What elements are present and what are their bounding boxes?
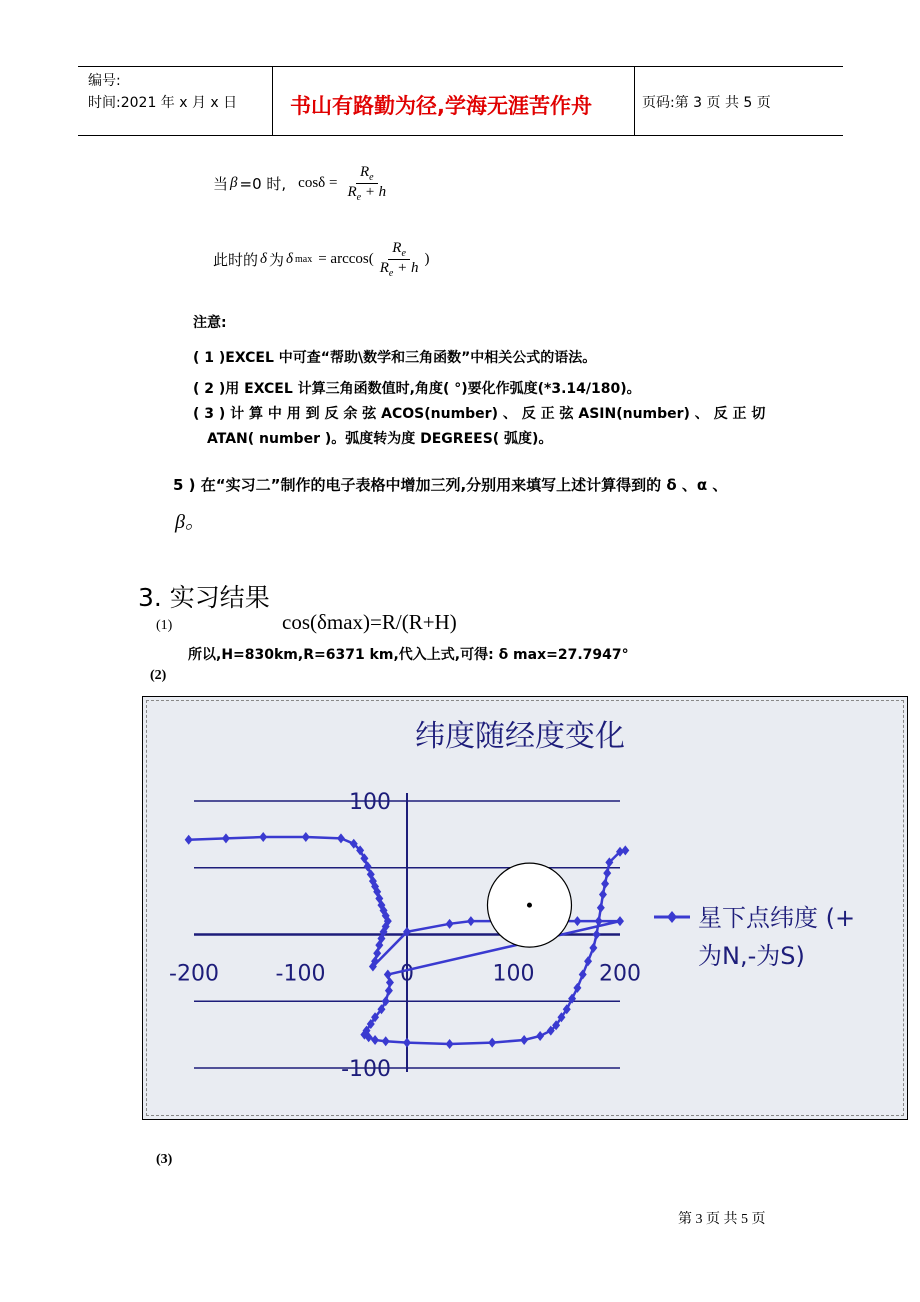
header-motto: 书山有路勤为径,学海无涯苦作舟 (290, 94, 592, 118)
series-point-31 (616, 916, 624, 926)
series-point-60 (597, 903, 605, 913)
formula1-beta: β (230, 175, 238, 191)
notes-item-1: ( 1 )EXCEL 中可查“帮助\数学和三角函数”中相关公式的语法。 (193, 350, 597, 366)
result-3-label: (3) (156, 1152, 173, 1167)
formula1-num: R (360, 164, 370, 180)
formula2-eq: = arccos( (318, 251, 374, 267)
y-tick-label-0: 100 (349, 790, 391, 815)
notes-title: 注意: (193, 315, 227, 331)
header-page-label: 页码:第 3 页 共 5 页 (642, 95, 771, 111)
formula1-den-rest: + h (364, 184, 387, 200)
series-point-47 (520, 1035, 528, 1045)
x-tick-label-4: 200 (599, 961, 641, 987)
formula2-den: R (379, 260, 389, 276)
header-time-label: 时间:2021 年 x 月 x 日 (88, 95, 238, 111)
series-point-45 (446, 1039, 454, 1049)
result-1-formula: cos(δmax)=R/(R+H) (282, 610, 457, 634)
series-point-34 (385, 986, 393, 996)
formula-cos-delta (213, 164, 390, 203)
formula1-den: R (347, 184, 357, 200)
formula1-cond: =0 时, (239, 175, 287, 193)
formula2-num: R (392, 240, 402, 256)
result-1-label: (1) (156, 618, 173, 633)
section-title: 3. 实习结果 (138, 583, 270, 612)
series-point-44 (403, 1038, 411, 1048)
x-tick-label-3: 100 (492, 961, 535, 987)
header-divider-1 (272, 66, 273, 135)
chart-legend (654, 904, 855, 970)
formula2-mid: 为 (269, 251, 285, 269)
series-point-58 (593, 930, 601, 940)
y-tick-label-1: -100 (341, 1057, 391, 1082)
result-1-value: 所以,H=830km,R=6371 km,代入上式,可得: δ max=27.7947° (188, 647, 629, 663)
formula2-num-sub: e (401, 248, 406, 259)
formula2-fraction (376, 240, 423, 279)
x-tick-label-2: 0 (400, 961, 414, 987)
series-point-27 (467, 916, 475, 926)
series-point-26 (446, 919, 454, 929)
result-2-label: (2) (150, 668, 167, 683)
series-point-42 (371, 1035, 379, 1045)
latitude-chart (142, 696, 906, 1118)
series-point-62 (601, 879, 609, 889)
formula-delta-max (213, 240, 429, 279)
header-top-rule (78, 66, 843, 67)
series-point-33 (386, 978, 394, 988)
legend-label-line-1: 星下点纬度 (+ (698, 904, 856, 932)
series-point-48 (536, 1031, 544, 1041)
series-point-0 (185, 835, 193, 845)
series-point-22 (373, 948, 381, 958)
formula2-dmax-sub: max (295, 254, 313, 265)
header-divider-2 (634, 66, 635, 135)
formula2-den-rest: + h (397, 260, 419, 276)
legend-label-line-2: 为N,-为S) (698, 942, 805, 970)
series-point-8 (364, 861, 372, 871)
step5-line-2: β。 (175, 511, 205, 533)
series-point-30 (573, 916, 581, 926)
x-tick-label-0: -200 (169, 961, 219, 987)
chart-x-ticks (169, 962, 641, 987)
series-point-3 (302, 832, 310, 842)
series-point-32 (384, 970, 392, 980)
formula2-delta: δ (260, 251, 267, 267)
series-point-55 (579, 970, 587, 980)
notes-item-3a: ( 3 ) 计 算 中 用 到 反 余 弦 ACOS(number) 、 反 正 弦 ASIN(number) 、 反 正 切 (193, 406, 766, 422)
series-point-66 (621, 845, 629, 855)
notes-item-3b: ATAN( number )。弧度转为度 DEGREES( 弧度)。 (207, 431, 553, 447)
chart-circle-marker (487, 863, 571, 947)
notes-item-2: ( 2 )用 EXCEL 计算三角函数值时,角度( °)要化作弧度(*3.14/180)。 (193, 381, 641, 397)
footer-page-label: 第 3 页 共 5 页 (678, 1212, 766, 1227)
series-point-43 (382, 1036, 390, 1046)
chart-title: 纬度随经度变化 (415, 719, 625, 754)
formula2-close: ) (424, 251, 430, 267)
formula1-fraction (343, 164, 390, 203)
footprint-center-dot (527, 903, 532, 908)
x-tick-label-1: -100 (275, 961, 326, 987)
formula1-lhs: cosδ = (298, 175, 338, 191)
series-point-4 (337, 833, 345, 843)
series-point-57 (589, 943, 597, 953)
series-point-46 (488, 1038, 496, 1048)
formula1-den-sub: e (356, 192, 362, 203)
header-number-label: 编号: (88, 73, 121, 89)
series-point-1 (222, 833, 230, 843)
step5-line-1: 5 ) 在“实习二”制作的电子表格中增加三列,分别用来填写上述计算得到的 δ 、α 、 (173, 476, 728, 494)
formula2-prefix: 此时的 (213, 251, 259, 269)
legend-marker (667, 911, 677, 923)
series-point-56 (584, 956, 592, 966)
formula1-prefix: 当 (213, 175, 229, 193)
header-bottom-rule (78, 135, 843, 136)
formula1-num-sub: e (369, 172, 374, 183)
formula2-dmax: δ (286, 251, 293, 267)
formula2-den-sub: e (388, 268, 394, 279)
series-point-2 (259, 832, 267, 842)
series-point-61 (599, 889, 607, 899)
series-point-63 (603, 868, 611, 878)
